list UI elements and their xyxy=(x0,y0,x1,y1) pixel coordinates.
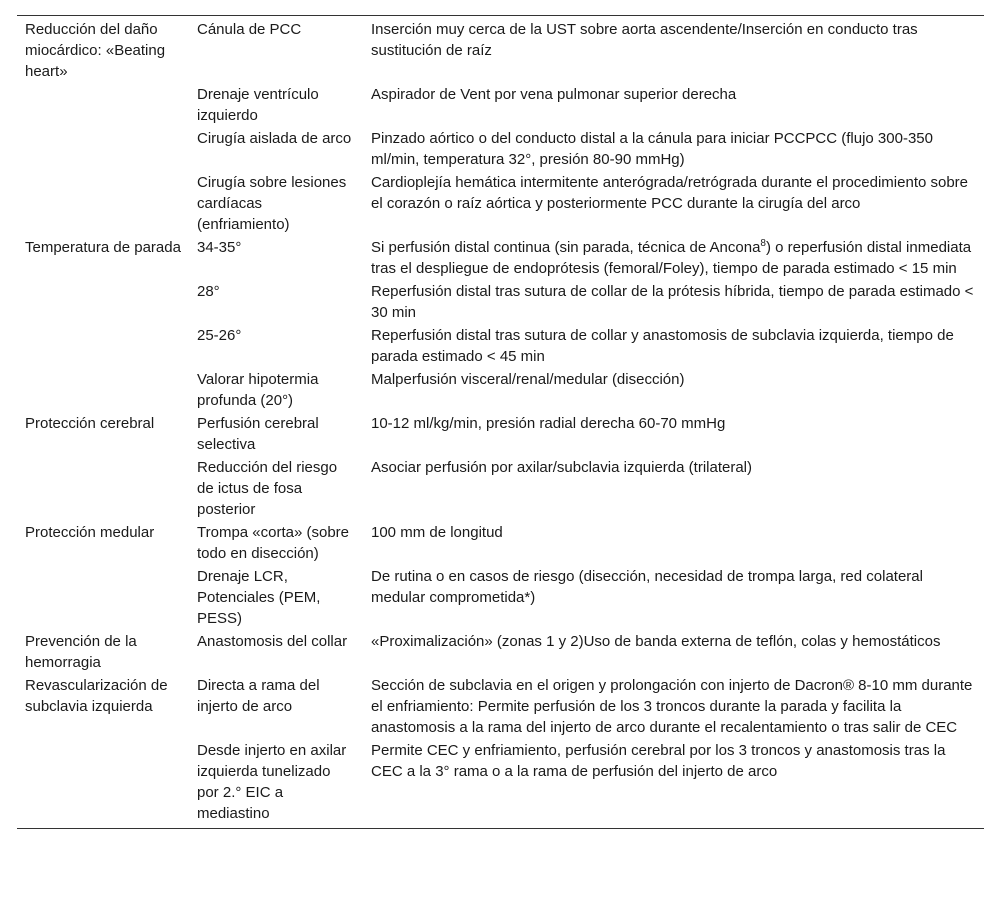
section-cell: Temperatura de parada xyxy=(25,239,181,256)
table-row xyxy=(17,280,984,324)
item-cell: Cirugía aislada de arco xyxy=(197,130,352,147)
detail-text-before: Si perfusión distal continua (sin parada, técnica de Ancona xyxy=(371,239,761,256)
section-cell xyxy=(17,456,189,521)
table-row xyxy=(17,739,984,829)
item-cell: 34-35° xyxy=(197,239,242,256)
item-cell: Cirugía sobre lesiones cardíacas (enfriamiento) xyxy=(197,174,347,233)
detail-cell: Malperfusión visceral/renal/medular (disección) xyxy=(371,371,685,388)
detail-cell: Inserción muy cerca de la UST sobre aorta ascendente/Inserción en conducto tras sustitución de raíz xyxy=(371,21,918,59)
item-cell: 25-26° xyxy=(197,327,242,344)
item-cell: Perfusión cerebral selectiva xyxy=(197,415,319,453)
table-row xyxy=(17,412,984,456)
detail-cell: Pinzado aórtico o del conducto distal a la cánula para iniciar PCCPCC (flujo 300-350 ml/min, temperatura 32°, presión 80-90 mmHg) xyxy=(371,130,933,168)
detail-cell: Sección de subclavia en el origen y prolongación con injerto de Dacron® 8-10 mm durante el enfriamiento: Permite perfusión de los 3 troncos durante la parada y facilita la anastomosis a la rama del injerto de arco durante el recalentamiento o tras salir de CEC xyxy=(371,677,973,736)
item-cell: Valorar hipotermia profunda (20°) xyxy=(197,371,319,409)
item-cell: Trompa «corta» (sobre todo en disección) xyxy=(197,524,350,562)
document-table-container xyxy=(17,15,984,829)
section-cell: Protección medular xyxy=(25,524,155,541)
item-cell: Desde injerto en axilar izquierda tunelizado por 2.° EIC a mediastino xyxy=(197,742,347,822)
item-cell: Directa a rama del injerto de arco xyxy=(197,677,320,715)
table-row xyxy=(17,521,984,565)
detail-cell: Reperfusión distal tras sutura de collar y anastomosis de subclavia izquierda, tiempo de parada estimado < 45 min xyxy=(371,327,954,365)
detail-cell: 10-12 ml/kg/min, presión radial derecha 60-70 mmHg xyxy=(371,415,726,432)
section-cell xyxy=(17,565,189,630)
item-cell: Anastomosis del collar xyxy=(197,633,348,650)
detail-cell: Asociar perfusión por axilar/subclavia izquierda (trilateral) xyxy=(371,459,752,476)
detail-cell: «Proximalización» (zonas 1 y 2)Uso de banda externa de teflón, colas y hemostáticos xyxy=(371,633,941,650)
item-cell: Reducción del riesgo de ictus de fosa posterior xyxy=(197,459,338,518)
section-cell: Prevención de la hemorragia xyxy=(25,633,137,671)
detail-cell: De rutina o en casos de riesgo (disección, necesidad de trompa larga, red colateral medular comprometida*) xyxy=(371,568,923,606)
detail-cell xyxy=(363,236,984,280)
item-cell: 28° xyxy=(197,283,220,300)
table-row xyxy=(17,456,984,521)
table-row xyxy=(17,236,984,280)
table-row xyxy=(17,83,984,127)
section-cell xyxy=(17,171,189,236)
section-cell xyxy=(17,83,189,127)
section-cell xyxy=(17,368,189,412)
table-row xyxy=(17,630,984,674)
item-cell: Drenaje ventrículo izquierdo xyxy=(197,86,319,124)
section-cell: Protección cerebral xyxy=(25,415,155,432)
detail-cell: Aspirador de Vent por vena pulmonar superior derecha xyxy=(371,86,737,103)
detail-cell: Reperfusión distal tras sutura de collar de la prótesis híbrida, tiempo de parada estimado < 30 min xyxy=(371,283,974,321)
table-row xyxy=(17,674,984,739)
table-row xyxy=(17,171,984,236)
table-row xyxy=(17,368,984,412)
detail-cell: 100 mm de longitud xyxy=(371,524,503,541)
table-row xyxy=(17,16,984,84)
table-row xyxy=(17,127,984,171)
section-cell: Reducción del daño miocárdico: «Beating heart» xyxy=(25,21,166,80)
section-cell: Revascularización de subclavia izquierda xyxy=(25,677,168,715)
section-cell xyxy=(17,280,189,324)
protocol-table xyxy=(17,15,984,829)
section-cell xyxy=(17,739,189,829)
table-row xyxy=(17,324,984,368)
item-cell: Cánula de PCC xyxy=(197,21,302,38)
detail-cell: Cardioplejía hemática intermitente anterógrada/retrógrada durante el procedimiento sobre el corazón o raíz aórtica y posteriormente PCC durante la cirugía del arco xyxy=(371,174,969,212)
detail-text-after: ) o reperfusión distal inmediata tras el despliegue de endoprótesis (femoral/Foley), tiempo de parada estimado < 15 min xyxy=(371,239,972,277)
table-row xyxy=(17,565,984,630)
section-cell xyxy=(17,324,189,368)
detail-cell: Permite CEC y enfriamiento, perfusión cerebral por los 3 troncos y anastomosis tras la CEC a la 3° rama o a la rama de perfusión del injerto de arco xyxy=(371,742,946,780)
section-cell xyxy=(17,127,189,171)
item-cell: Drenaje LCR, Potenciales (PEM, PESS) xyxy=(197,568,321,627)
reference-superscript: 8 xyxy=(760,238,766,249)
